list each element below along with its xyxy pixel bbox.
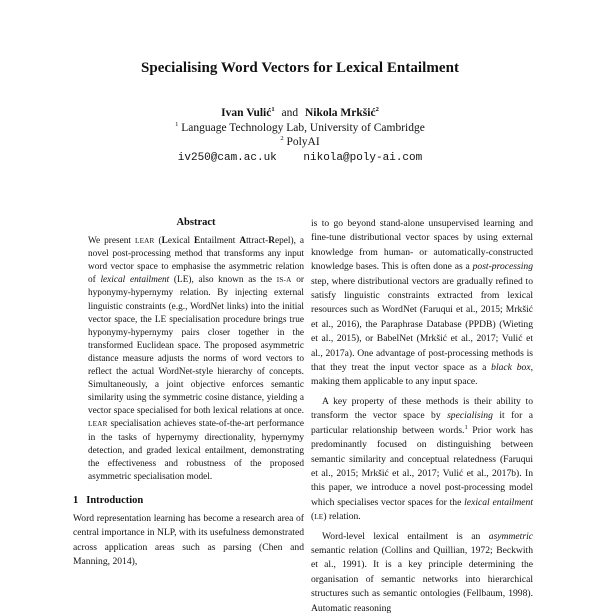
footnote-marker: 1 [464,423,468,431]
section-heading-introduction: 1 Introduction [73,494,144,506]
left-column [73,216,305,569]
affiliation-2: $^2$ PolyAI [280,135,320,148]
author-block [0,106,600,165]
email-1: iv250@cam.ac.uk [177,151,277,164]
body-paragraph: Word-level lexical entailment is an asymmetric semantic relation (Collins and Quillian, 1972; Beckwith et al., 1991). It is a key principle determining the organisation of semantic networks into hierarchical structures such as semantic ontologies (Fellbaum, 1998). Automatic reasoning [311,530,533,614]
body-paragraph: A key property of these methods is their ability to transform the vector space by specialising it for a particular relationship between words.$^1$ Prior work has predominantly focused on distinguishing between semantic similarity and conceptual relatedness (Faruqui et al., 2015; Mrkšić et al., 2017; Vulić et al., 2017b). In this paper, we introduce a novel post-processing model which specialises vector spaces for the lexical entailment (LE) relation. [311,395,533,523]
email-2: nikola@poly-ai.com [303,151,423,164]
body-paragraph: is to go beyond stand-alone unsupervised learning and fine-tune distributional vector spaces by using external knowledge from human- or automatically-constructed knowledge bases. This is often done as a post-processing step, where distributional vectors are gradually refined to satisfy linguistic constraints extracted from lexical resources such as WordNet (Faruqui et al., 2015; Mrkšić et al., 2016), the Paraphrase Database (PPDB) (Wieting et al., 2015), or BabelNet (Mrkšić et al., 2017; Vulić et al., 2017a). One advantage of post-processing methods is that they treat the input vector space as a black box, making them applicable to any input space. [311,218,533,388]
affiliation-1: $^1$ Language Technology Lab, University of Cambridge [175,120,425,134]
author-conjunction: and [281,107,299,119]
author-1-marker: 1 [271,106,275,114]
abstract-text: We present LEAR (Lexical Entailment Attract-Repel), a novel post-processing method that transforms any input word vector space to emphasise the asymmetric relation of lexical entailment (LE), also known as the IS-A or hyponymy-hypernymy relation. By injecting external linguistic constraints (e.g., WordNet links) into the initial vector space, the LE specialisation procedure brings true hyponymy-hypernymy pairs closer together in the transformed Euclidean space. The proposed asymmetric distance measure adjusts the norms of word vectors to reflect the actual WordNet-style hierarchy of concepts. Simultaneously, a joint objective enforces semantic similarity using the symmetric cosine distance, yielding a vector space specialised for both lexical relations at once. LEAR specialisation achieves state-of-the-art performance in the tasks of hypernymy directionality, hypernymy detection, and graded lexical entailment, demonstrating the effectiveness and robustness of the proposed asymmetric specialisation model. [88,236,305,482]
author-2: Nikola Mrkšić [304,107,376,119]
author-2-marker: 2 [375,106,379,114]
right-column [311,217,533,616]
author-1: Ivan Vulić [221,107,272,119]
abstract-heading: Abstract [176,217,216,228]
introduction-text: Word representation learning has become a research area of central importance in NLP, with its usefulness demonstrated across application areas such as parsing (Chen and Manning, 2014), [73,512,304,567]
author-names [0,106,600,121]
paper-title: Specialising Word Vectors for Lexical Entailment [140,60,460,76]
author-emails [0,151,600,166]
